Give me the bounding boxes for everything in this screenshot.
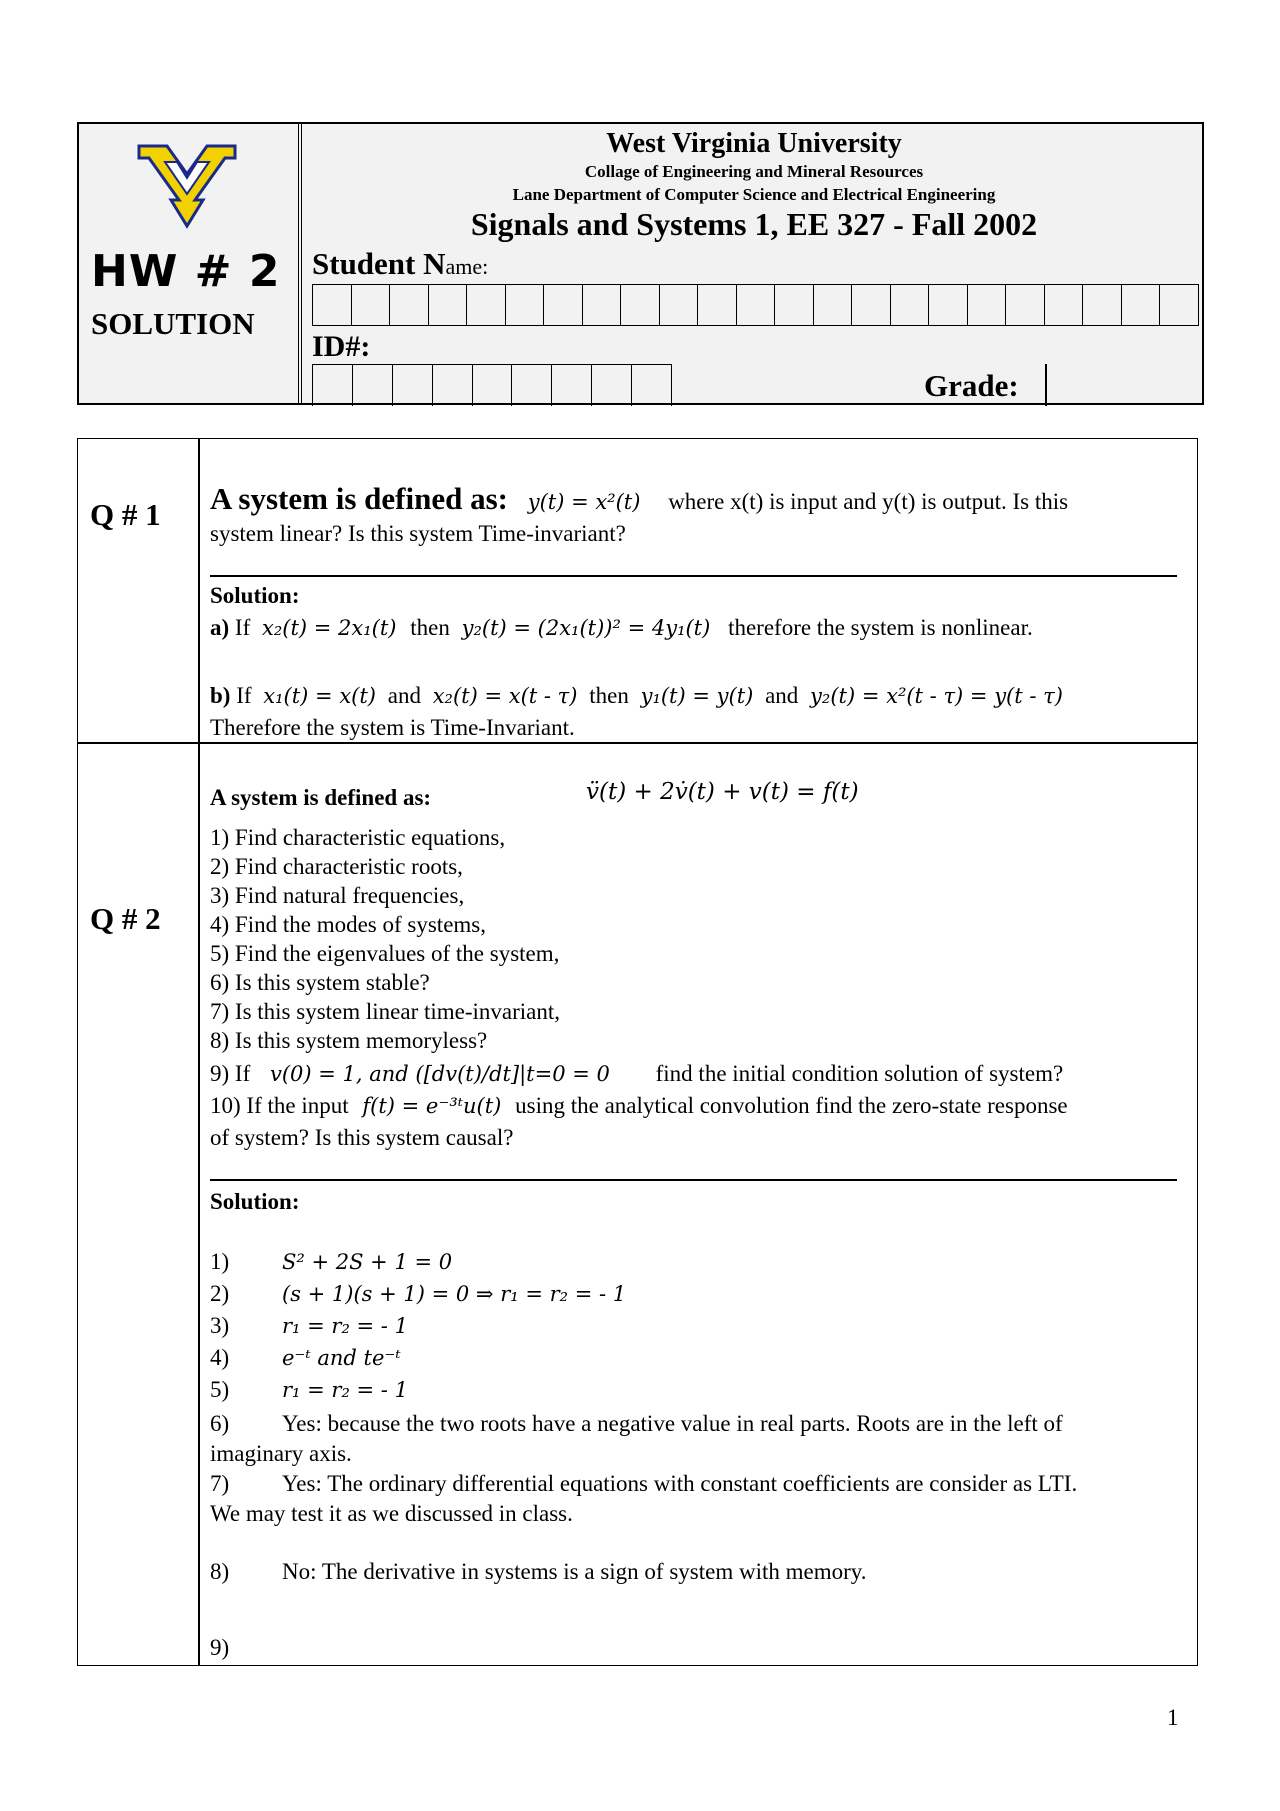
q2-answer-num: 1) xyxy=(210,1249,230,1274)
student-name-label-small: ame: xyxy=(445,254,489,279)
q1-b-conclusion: Therefore the system is Time-Invariant. xyxy=(210,715,575,740)
q1-a-label: a) xyxy=(210,615,230,640)
q2-heading: A system is defined as: xyxy=(210,785,432,810)
header-box xyxy=(77,122,1204,405)
q2-item9-prefix: 9) If xyxy=(210,1061,251,1086)
q2-answer-text: Yes: because the two roots have a negative value in real parts. Roots are in the left of xyxy=(282,1411,1063,1436)
q2-answer-1 xyxy=(210,1249,452,1275)
questions-table xyxy=(77,438,1198,1666)
q2-answer-5 xyxy=(210,1377,408,1403)
q1-equation: y(t) = x²(t) xyxy=(527,490,641,514)
q2-item9-eq: v(0) = 1, and ([dv(t)/dt]|t=0 = 0 xyxy=(269,1062,610,1086)
q1-a-then: then xyxy=(410,615,450,640)
label-column-divider xyxy=(198,439,200,1665)
name-char-box[interactable] xyxy=(544,285,583,325)
q2-answer-num: 4) xyxy=(210,1345,230,1370)
name-char-box[interactable] xyxy=(1006,285,1045,325)
q1-solution-label: Solution: xyxy=(210,583,300,608)
q2-answer-num: 8) xyxy=(210,1559,230,1584)
q2-item10-eq: f(t) = e⁻³ᵗu(t) xyxy=(362,1094,502,1118)
q1-b-and1: and xyxy=(387,683,421,708)
page-number: 1 xyxy=(1167,1705,1179,1730)
name-char-box[interactable] xyxy=(968,285,1007,325)
name-char-box[interactable] xyxy=(1083,285,1122,325)
name-char-box[interactable] xyxy=(891,285,930,325)
id-boxes[interactable] xyxy=(312,364,672,406)
q1-a-eq1: x₂(t) = 2x₁(t) xyxy=(262,616,397,640)
q1-question-rest: where x(t) is input and y(t) is output. Is this xyxy=(668,489,1069,514)
q2-item-10 xyxy=(210,1093,1068,1119)
q2-answer-6-line2: imaginary axis. xyxy=(210,1441,352,1466)
name-char-box[interactable] xyxy=(390,285,429,325)
course-title: Signals and Systems 1, EE 327 - Fall 2002 xyxy=(470,206,1038,242)
q1-question-line2: system linear? Is this system Time-invariant? xyxy=(210,521,626,546)
q2-answer-eq: (s + 1)(s + 1) = 0 ⇒ r₁ = r₂ = - 1 xyxy=(282,1282,627,1306)
q2-answer-eq: r₁ = r₂ = - 1 xyxy=(282,1378,408,1402)
q2-equation: v̈(t) + 2v̇(t) + v(t) = f(t) xyxy=(586,779,859,805)
q2-answer-6 xyxy=(210,1411,1063,1437)
q2-solution-label: Solution: xyxy=(210,1189,300,1214)
q1-b-eq3: y₁(t) = y(t) xyxy=(640,684,754,708)
name-char-box[interactable] xyxy=(775,285,814,325)
name-char-box[interactable] xyxy=(1045,285,1084,325)
q1-heading: A system is defined as: xyxy=(210,481,508,516)
name-char-box[interactable] xyxy=(583,285,622,325)
q1-question-line1 xyxy=(210,481,1068,517)
q2-answer-num: 6) xyxy=(210,1411,230,1436)
q2-answer-7-line2: We may test it as we discussed in class. xyxy=(210,1501,573,1526)
id-char-box[interactable] xyxy=(632,365,671,406)
name-char-box[interactable] xyxy=(429,285,468,325)
wvu-logo-icon xyxy=(137,134,237,234)
q1-separator xyxy=(210,575,1177,577)
q2-item: 1) Find characteristic equations, xyxy=(210,825,506,850)
department-name: Lane Department of Computer Science and Electrical Engineering xyxy=(512,185,996,204)
id-char-box[interactable] xyxy=(512,365,552,406)
name-char-box[interactable] xyxy=(1160,285,1198,325)
name-char-box[interactable] xyxy=(737,285,776,325)
id-label: ID#: xyxy=(312,330,371,363)
name-char-box[interactable] xyxy=(660,285,699,325)
name-char-box[interactable] xyxy=(929,285,968,325)
q1-b-if: If xyxy=(236,683,252,708)
hw-title: HW # 2 xyxy=(91,246,281,297)
name-char-box[interactable] xyxy=(313,285,352,325)
q2-answer-text: No: The derivative in systems is a sign of system with memory. xyxy=(282,1559,867,1584)
q2-answer-3 xyxy=(210,1313,408,1339)
name-char-box[interactable] xyxy=(698,285,737,325)
q2-answer-eq: S² + 2S + 1 = 0 xyxy=(282,1250,453,1274)
q2-answer-4 xyxy=(210,1345,401,1371)
q2-answer-eq: e⁻ᵗ and te⁻ᵗ xyxy=(282,1346,401,1370)
q1-b-label: b) xyxy=(210,683,231,708)
q2-item: 8) Is this system memoryless? xyxy=(210,1028,488,1053)
q1-b-and2: and xyxy=(765,683,799,708)
q1-b-eq2: x₂(t) = x(t - τ) xyxy=(432,684,578,708)
id-char-box[interactable] xyxy=(393,365,433,406)
q1-b-then: then xyxy=(589,683,629,708)
id-char-box[interactable] xyxy=(433,365,473,406)
q2-item10-prefix: 10) If the input xyxy=(210,1093,349,1118)
q2-answer-2 xyxy=(210,1281,626,1307)
hw-subtitle: SOLUTION xyxy=(91,306,255,341)
name-char-box[interactable] xyxy=(1122,285,1161,325)
q2-answer-eq: r₁ = r₂ = - 1 xyxy=(282,1314,408,1338)
university-name: West Virginia University xyxy=(606,128,902,159)
q2-separator xyxy=(210,1179,1177,1181)
name-char-box[interactable] xyxy=(352,285,391,325)
name-char-box[interactable] xyxy=(506,285,545,325)
q2-answer-num: 5) xyxy=(210,1377,230,1402)
q2-answer-num: 7) xyxy=(210,1471,230,1496)
q2-item: 7) Is this system linear time-invariant, xyxy=(210,999,561,1024)
q1-a-conclusion: therefore the system is nonlinear. xyxy=(728,615,1033,640)
student-name-boxes[interactable] xyxy=(312,284,1199,326)
id-char-box[interactable] xyxy=(552,365,592,406)
name-char-box[interactable] xyxy=(467,285,506,325)
q2-answer-7 xyxy=(210,1471,1077,1497)
q1-part-a xyxy=(210,615,1033,641)
q2-item: 6) Is this system stable? xyxy=(210,970,430,995)
college-name: Collage of Engineering and Mineral Resources xyxy=(584,162,924,181)
id-char-box[interactable] xyxy=(353,365,393,406)
q2-item: 5) Find the eigenvalues of the system, xyxy=(210,941,560,966)
q1-b-eq1: x₁(t) = x(t) xyxy=(263,684,376,708)
row-divider xyxy=(78,742,1197,744)
student-name-label xyxy=(312,246,488,282)
q2-item: 2) Find characteristic roots, xyxy=(210,854,463,879)
q1-label: Q # 1 xyxy=(90,497,161,532)
q1-a-if: If xyxy=(234,615,251,640)
name-char-box[interactable] xyxy=(852,285,891,325)
q2-item10-rest: using the analytical convolution find the zero-state response xyxy=(515,1093,1068,1118)
q1-b-eq4: y₂(t) = x²(t - τ) = y(t - τ) xyxy=(810,684,1063,708)
q2-answer-num: 2) xyxy=(210,1281,230,1306)
q2-item: 3) Find natural frequencies, xyxy=(210,883,465,908)
grade-label: Grade: xyxy=(924,368,1019,403)
q2-item-9 xyxy=(210,1061,1063,1087)
q2-label: Q # 2 xyxy=(90,901,161,936)
q2-answer-text: Yes: The ordinary differential equations with constant coefficients are consider as LTI. xyxy=(282,1471,1078,1496)
id-char-box[interactable] xyxy=(473,365,513,406)
id-char-box[interactable] xyxy=(592,365,632,406)
name-char-box[interactable] xyxy=(814,285,853,325)
q2-answer-8 xyxy=(210,1559,867,1585)
q1-part-b xyxy=(210,683,1063,709)
grade-field[interactable] xyxy=(1045,364,1047,406)
q1-a-eq2: y₂(t) = (2x₁(t))² = 4y₁(t) xyxy=(461,616,711,640)
q2-item9-rest: find the initial condition solution of system? xyxy=(655,1061,1064,1086)
q2-answer-num: 3) xyxy=(210,1313,230,1338)
id-char-box[interactable] xyxy=(313,365,353,406)
q2-question-list xyxy=(210,823,1185,1055)
name-char-box[interactable] xyxy=(621,285,660,325)
q2-answer-9: 9) xyxy=(210,1635,230,1660)
q2-item: 4) Find the modes of systems, xyxy=(210,912,486,937)
student-name-label-big: Student N xyxy=(312,246,446,281)
q2-item10-line2: of system? Is this system causal? xyxy=(210,1125,514,1150)
